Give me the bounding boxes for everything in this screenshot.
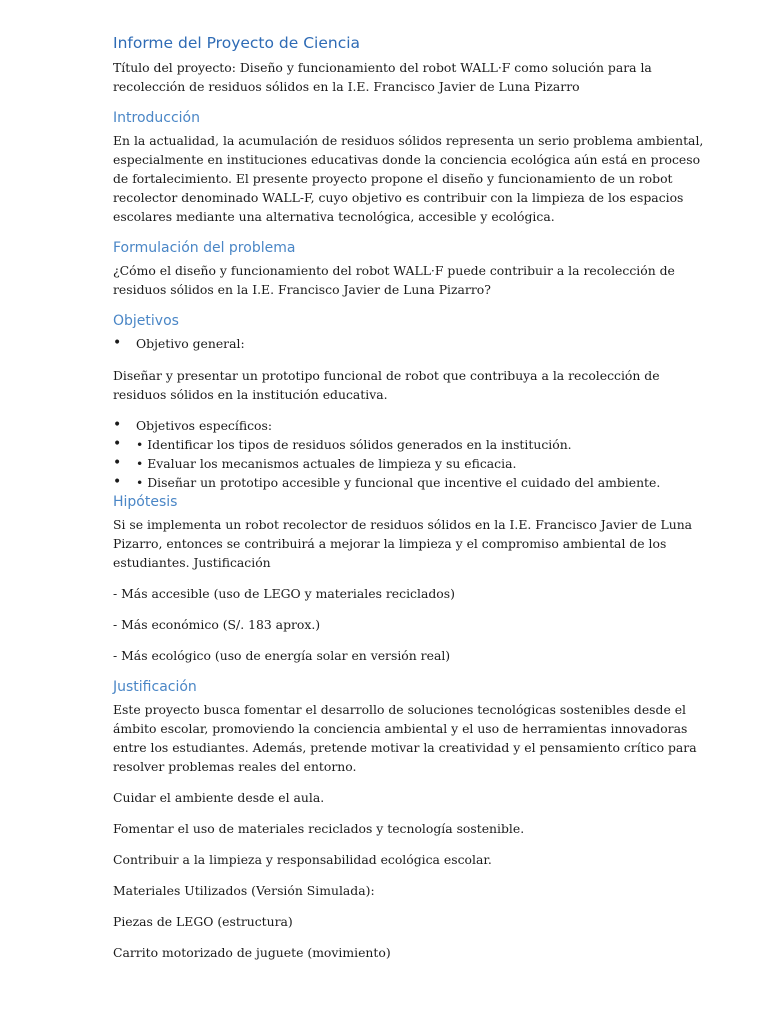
introduccion-paragraph: En la actualidad, la acumulación de residuos sólidos representa un serio problema ambiental, especialmente en instituciones educativas donde la conciencia ecológica aún está en proceso de fortalecimiento. El presente proyecto propone el diseño y funcionamiento de un robot recolector denominado WALL-F, cuyo objetivo es contribuir con la limpieza de los espacios escolares mediante una alternativa tecnológica, accesible y ecológica. [113,133,704,224]
justificacion-line: Cuidar el ambiente desde el aula. [113,790,325,805]
section-objetivos [113,311,708,492]
hipotesis-paragraph: Si se implementa un robot recolector de residuos sólidos en la I.E. Francisco Javier de Luna Pizarro, entonces se contribuirá a mejorar la limpieza y el compromiso ambiental de los estudiantes. Justificación [113,517,693,570]
document-title: Informe del Proyecto de Ciencia [113,34,361,52]
section-heading-hipotesis: Hipótesis [113,494,178,510]
section-formulacion [113,238,708,299]
justificacion-line: Materiales Utilizados (Versión Simulada): [113,883,375,898]
objetivos-especificos-list [113,416,708,492]
list-item-text: • Evaluar los mecanismos actuales de limpieza y su eficacia. [136,456,517,471]
list-item [113,334,708,353]
section-heading-introduccion: Introducción [113,110,200,126]
hipotesis-item: - Más económico (S/. 183 aprox.) [113,617,321,632]
list-item-text: • Identificar los tipos de residuos sólidos generados en la institución. [136,437,572,452]
objetivo-general-paragraph: Diseñar y presentar un prototipo funcional de robot que contribuya a la recolección de residuos sólidos en la institución educativa. [113,368,660,402]
list-item [113,454,708,473]
objetivo-general-list [113,334,708,353]
section-heading-formulacion: Formulación del problema [113,240,296,256]
justificacion-line: Carrito motorizado de juguete (movimiento) [113,945,391,960]
justificacion-paragraph: Este proyecto busca fomentar el desarrollo de soluciones tecnológicas sostenibles desde el ámbito escolar, promoviendo la conciencia ambiental y el uso de herramientas innovadoras entre los estudiantes. Además, pretende motivar la creatividad y el pensamiento crítico para resolver problemas reales del entorno. [113,702,697,774]
list-item-text: • Diseñar un prototipo accesible y funcional que incentive el cuidado del ambiente. [136,475,661,490]
hipotesis-item: - Más ecológico (uso de energía solar en versión real) [113,648,451,663]
project-title-paragraph: Título del proyecto: Diseño y funcionamiento del robot WALL·F como solución para la recolección de residuos sólidos en la I.E. Francisco Javier de Luna Pizarro [113,60,652,94]
section-heading-justificacion: Justificación [113,679,197,695]
justificacion-line: Piezas de LEGO (estructura) [113,914,293,929]
bullet-icon: • [113,436,122,452]
list-item [113,473,708,492]
list-item [113,435,708,454]
bullet-icon: • [113,335,122,351]
list-item-text: Objetivos específicos: [136,418,273,433]
bullet-icon: • [113,455,122,471]
spacer [113,353,708,366]
objetivo-general-label: Objetivo general: [136,336,245,351]
justificacion-line: Contribuir a la limpieza y responsabilidad ecológica escolar. [113,852,492,867]
bullet-icon: • [113,417,122,433]
bullet-icon: • [113,474,122,490]
section-heading-objetivos: Objetivos [113,313,179,329]
justificacion-line: Fomentar el uso de materiales reciclados y tecnología sostenible. [113,821,525,836]
section-justificacion [113,677,708,962]
list-item [113,416,708,435]
formulacion-paragraph: ¿Cómo el diseño y funcionamiento del robot WALL·F puede contribuir a la recolección de residuos sólidos en la I.E. Francisco Javier de Luna Pizarro? [113,263,675,297]
section-hipotesis [113,492,708,665]
section-introduccion [113,108,708,226]
hipotesis-item: - Más accesible (uso de LEGO y materiales reciclados) [113,586,455,601]
